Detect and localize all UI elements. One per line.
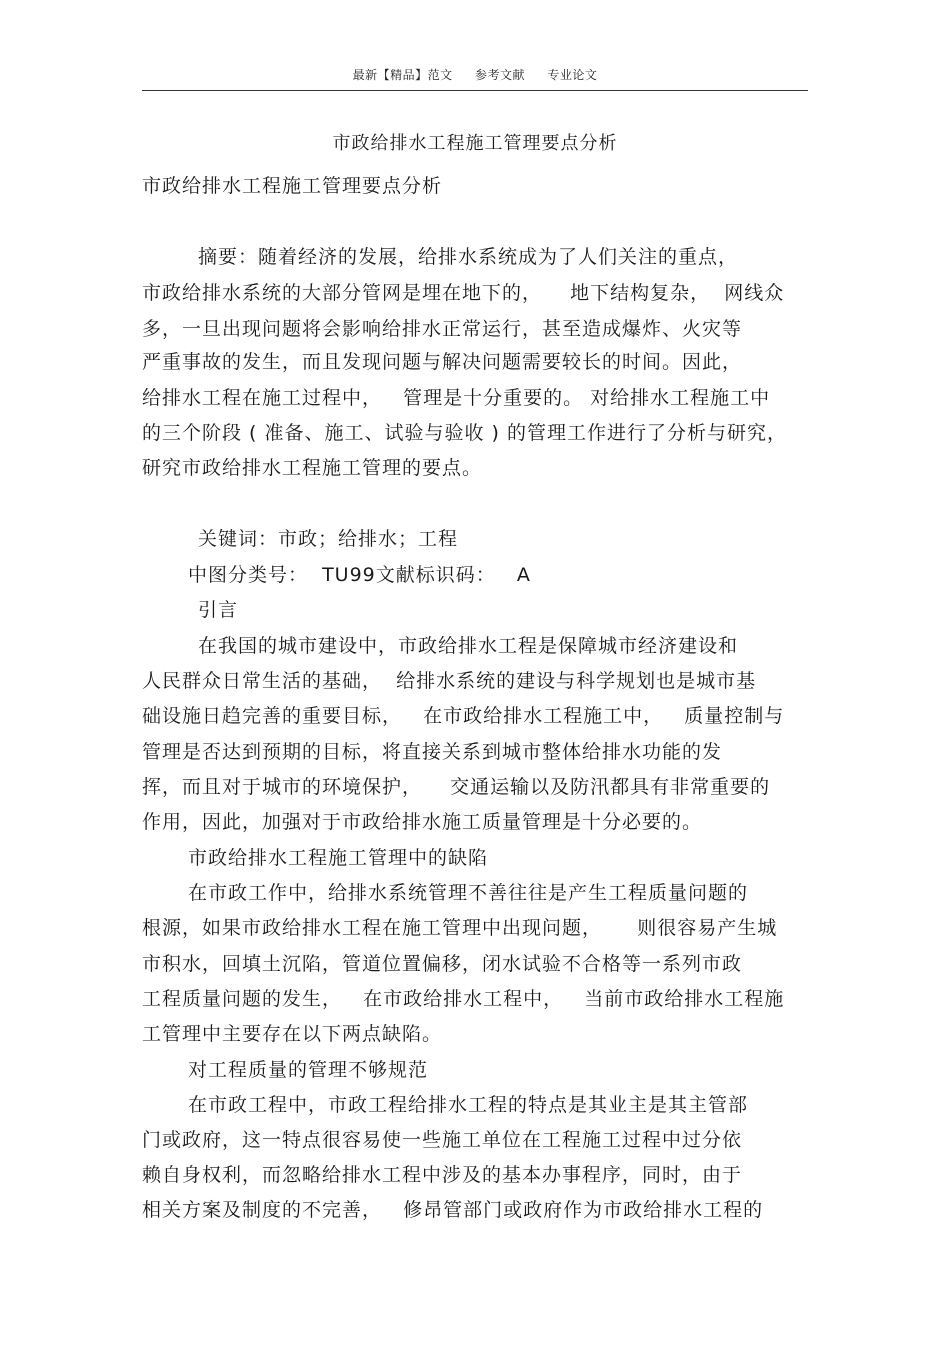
- paragraph-line: 在市政工作中，给排水系统管理不善往往是产生工程质量问题的: [188, 882, 749, 904]
- paragraph-line: 人民群众日常生活的基础， 给排水系统的建设与科学规划也是城市基: [142, 670, 757, 692]
- abstract-line: 严重事故的发生，而且发现问题与解决问题需要较长的时间。因此，: [142, 351, 743, 373]
- paragraph-line: 挥，而且对于城市的环境保护， 交通运输以及防汛都具有非常重要的: [142, 776, 771, 798]
- paragraph-line: 相关方案及制度的不完善， 修昂管部门或政府作为市政给排水工程的: [142, 1199, 764, 1221]
- abstract-line: 的三个阶段 ( 准备、施工、试验与验收 ) 的管理工作进行了分析与研究，: [142, 422, 787, 444]
- keywords-line: 关键词：市政；给排水；工程: [198, 528, 459, 550]
- subtitle-line: 市政给排水工程施工管理要点分析: [142, 175, 443, 197]
- paragraph-line: 赖自身权利，而忽略给排水工程中涉及的基本办事程序，同时，由于: [142, 1164, 743, 1186]
- header-rule: [142, 90, 808, 91]
- paragraph-line: 根源，如果市政给排水工程在施工管理中出现问题， 则很容易产生城: [142, 917, 778, 939]
- document-title: 市政给排水工程施工管理要点分析: [332, 133, 618, 154]
- paragraph-line: 市积水，回填土沉陷，管道位置偏移，闭水试验不合格等一系列市政: [142, 953, 743, 975]
- paragraph-line: 在我国的城市建设中，市政给排水工程是保障城市经济建设和: [198, 635, 739, 657]
- paragraph-line: 础设施日趋完善的重要目标， 在市政给排水工程施工中， 质量控制与: [142, 705, 785, 727]
- section-heading: 市政给排水工程施工管理中的缺陷: [188, 847, 489, 869]
- paragraph-line: 在市政工程中，市政工程给排水工程的特点是其业主是其主管部: [188, 1094, 749, 1116]
- header-item: 最新【精品】范文: [352, 68, 453, 82]
- header-item: 参考文献: [474, 68, 525, 82]
- section-heading: 引言: [198, 599, 239, 621]
- classification-line: 中图分类号： TU99文献标识码： A: [188, 564, 531, 586]
- paragraph-line: 工程质量问题的发生， 在市政给排水工程中， 当前市政给排水工程施: [142, 988, 785, 1010]
- paragraph-line: 门或政府，这一特点很容易使一些施工单位在工程施工过程中过分依: [142, 1129, 743, 1151]
- abstract-line: 市政给排水系统的大部分管网是埋在地下的， 地下结构复杂， 网线众: [142, 282, 785, 304]
- paragraph-line: 管理是否达到预期的目标，将直接关系到城市整体给排水功能的发: [142, 741, 723, 763]
- abstract-line: 给排水工程在施工过程中， 管理是十分重要的。 对给排水工程施工中: [142, 387, 771, 409]
- paragraph-line: 工管理中主要存在以下两点缺陷。: [142, 1023, 443, 1045]
- abstract-line: 摘要：随着经济的发展，给排水系统成为了人们关注的重点，: [198, 246, 739, 268]
- abstract-line: 多，一旦出现问题将会影响给排水正常运行，甚至造成爆炸、火灾等: [142, 318, 743, 340]
- abstract-line: 研究市政给排水工程施工管理的要点。: [142, 457, 483, 479]
- paragraph-line: 作用，因此，加强对于市政给排水施工质量管理是十分必要的。: [142, 811, 703, 833]
- section-heading: 对工程质量的管理不够规范: [188, 1059, 429, 1081]
- running-header: [142, 66, 808, 83]
- header-item: 专业论文: [547, 68, 598, 82]
